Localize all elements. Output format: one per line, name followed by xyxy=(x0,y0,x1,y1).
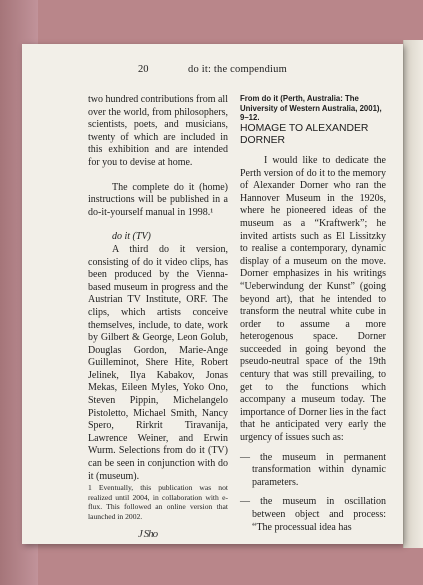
list-item: — the museum in permanent transformation within dynamic parameters. xyxy=(240,451,386,488)
adjacent-page-edge xyxy=(403,40,423,548)
right-column xyxy=(240,94,386,534)
left-paragraph-2: The complete do it (home) instructions will be published in a do-it-yourself manual in 1998.¹ xyxy=(88,181,228,218)
right-paragraph-1: I would like to dedicate the Perth version of do it to the memory of Alexander Dorner who ran the Hannover Museum in the 1920s, where he pioneered ideas of the museum as a “Kraftwerk”; he invited artists such as El Lissitzky to realise a contemporary, dynamic display of a museum on the move. Dorner emphasizes in his writings “Ueberwindung der Kunst” (going beyond art), that he intended to transform the neutral white cube in order to assume a more heterogenous space. Dorner succeeded in going beyond the pseudo-neutral space of the 19th century that was still prevailing, to get to the functions which accompany a museum today. The importance of Dorner lies in the fact that he anticipated very early the urgency of issues such as: xyxy=(240,154,386,444)
source-citation: From do it (Perth, Australia: The University of Western Australia, 2001), 9–12. xyxy=(240,94,382,123)
essay-title: HOMAGE TO ALEXANDER DORNER xyxy=(240,122,369,147)
running-head: do it: the compendium xyxy=(188,64,287,75)
page-number: 20 xyxy=(138,64,149,75)
signature: J Sho xyxy=(138,527,158,540)
left-paragraph-3: A third do it version, consisting of do it video clips, has been produced by the Vienna-based museum in progress and the Austrian TV Institute, ORF. The clips, which artists conceive themselves, include, to date, work by Gilbert & George, Leon Golub, Douglas Gordon, Marie-Ange Guilleminot, Shere Hite, Robert Jelinek, Ilya Kabakov, Jonas Mekas, Eileen Myles, Yoko Ono, Steven Pippin, Michelangelo Pistoletto, Michael Smith, Nancy Spero, Rirkrit Tiravanija, Lawrence Weiner, and Erwin Wurm. Selections from do it (TV) can be seen in conjunction with do it (museum). xyxy=(88,243,228,482)
page-header xyxy=(0,64,423,78)
left-column xyxy=(88,94,228,540)
footnote: 1 Eventually, this publication was not realized until 2004, in collaboration with e-flux. This followed an online version that launched in 2002. xyxy=(88,483,228,521)
left-paragraph-1: two hundred contributions from all over the world, from philosophers, scientists, poets, and musicians, twenty of which are included in this exhibition and are intended for you to devise at home. xyxy=(88,94,228,168)
subhead-do-it-tv: do it (TV) xyxy=(112,231,151,243)
list-item: — the museum in oscillation between object and process: “The processual idea has xyxy=(240,496,386,533)
